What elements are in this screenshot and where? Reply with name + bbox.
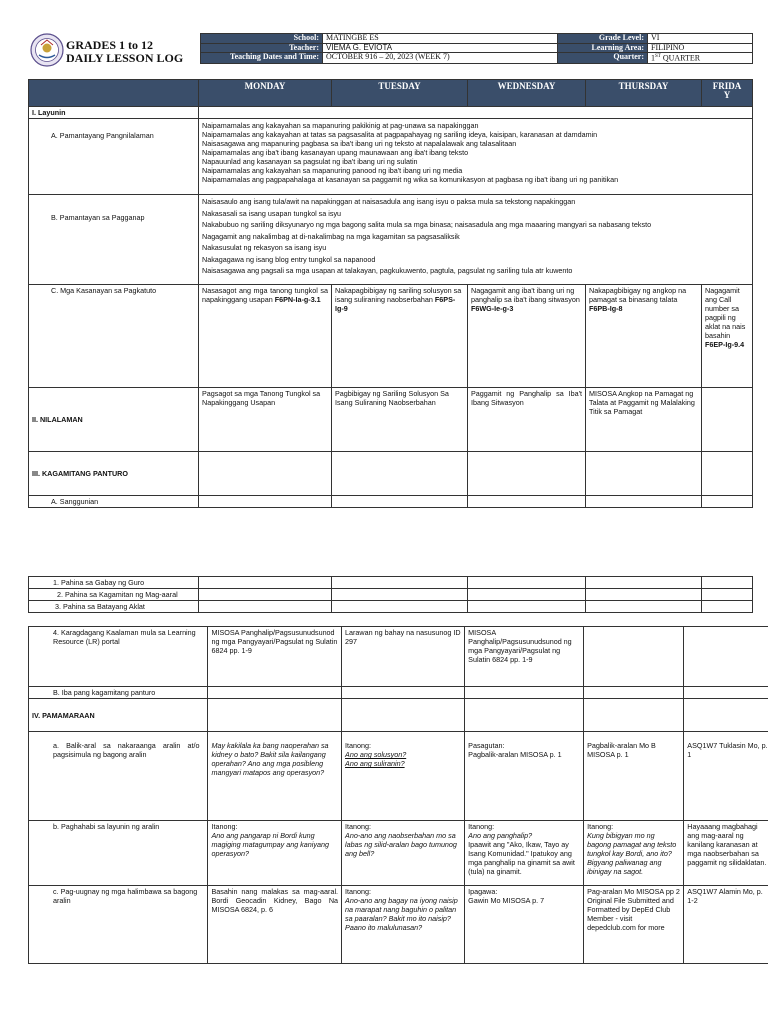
kasanayan-wednesday: Nagagamit ang iba't ibang uri ng panghalip sa iba't ibang sitwasyon F6WG-Ie-g-3 (468, 285, 586, 388)
empty-cell (586, 452, 702, 496)
nilalaman-label: II. NILALAMAN (29, 388, 199, 452)
lesson-log-table-3 (28, 626, 768, 964)
empty-cell (468, 589, 586, 601)
dates-value: OCTOBER 916 – 20, 2023 (WEEK 7) (323, 53, 558, 64)
empty-cell (332, 601, 468, 613)
lr-portal-tuesday: Larawan ng bahay na nasusunog ID 297 (342, 627, 465, 687)
karagdagang-kaalaman-label: 4. Karagdagang Kaalaman mula sa Learning Resource (LR) portal (29, 627, 208, 687)
grade-value: VI (648, 34, 753, 44)
quarter-value: 1ST QUARTER (648, 53, 753, 64)
kasanayan-monday: Nasasagot ang mga tanong tungkol sa napakinggang usapan F6PN-Ia-g-3.1 (199, 285, 332, 388)
lr-portal-monday: MISOSA Panghalip/Pagsusunudsunod ng mga Pangyayari/Pagsulat ng Sulatin 6824 pp. 1-9 (208, 627, 342, 687)
empty-cell (468, 601, 586, 613)
day-tuesday: TUESDAY (332, 80, 468, 107)
quarter-label: Quarter: (558, 53, 648, 64)
grade-label: Grade Level: (558, 34, 648, 44)
balik-aral-thursday: Pagbalik-aralan Mo B MISOSA p. 1 (584, 732, 684, 821)
nilalaman-tuesday: Pagbibigay ng Sariling Solusyon Sa Isang Suliraning Naobserbahan (332, 388, 468, 452)
empty-cell (199, 496, 332, 508)
pag-uugnay-monday: Basahin nang malakas sa mag-aaral. Bordi Geocadin Kidney, Bago Na MISOSA 6824, p. 6 (208, 886, 342, 964)
balik-aral-wednesday: Pasagutan: Pagbalik-aralan MISOSA p. 1 (465, 732, 584, 821)
empty-cell (208, 699, 342, 732)
iba-pang-kagamitan-label: B. Iba pang kagamitang panturo (29, 687, 208, 699)
pag-uugnay-thursday: Pag-aralan Mo MISOSA pp 2 Original File Submitted and Formatted by DepEd Club Member - visit depedclub.com for more (584, 886, 684, 964)
empty-cell (586, 589, 702, 601)
empty-cell (586, 496, 702, 508)
title-line-1: GRADES 1 to 12 (66, 38, 154, 52)
layunin-empty (199, 107, 753, 119)
balik-aral-tuesday: Itanong: Ano ang solusyon? Ano ang suliranin? (342, 732, 465, 821)
paghahabi-monday: Itanong: Ano ang pangarap ni Bordi kung magiging matagumpay ang kaniyang operasyon? (208, 821, 342, 886)
teacher-label: Teacher: (201, 43, 323, 53)
pag-uugnay-tuesday: Itanong: Ano-ano ang bagay na iyong naisip na marapat nang baguhin o palitan sa paaralan? Bakit mo ito naisip? Paano ito malulunasan? (342, 886, 465, 964)
empty-cell (199, 601, 332, 613)
empty-cell (468, 452, 586, 496)
area-label: Learning Area: (558, 43, 648, 53)
day-thursday: THURSDAY (586, 80, 702, 107)
nilalaman-thursday: MISOSA Angkop na Pamagat ng Talata at Paggamit ng Malalaking Titik sa Pamagat (586, 388, 702, 452)
kasanayan-label: C. Mga Kasanayan sa Pagkatuto (29, 285, 199, 388)
day-wednesday: WEDNESDAY (468, 80, 586, 107)
empty-cell (702, 496, 753, 508)
empty-header-cell (29, 80, 199, 107)
empty-cell (684, 687, 768, 699)
empty-cell (584, 687, 684, 699)
pahina-batayang-aklat: 3. Pahina sa Batayang Aklat (29, 601, 199, 613)
pamantayan-sa-pagganap-content: Naisasaulo ang isang tula/awit na napakinggan at naisasadula ang isang isyu o paksa mula sa tekstong napakinggan Nakasasali sa isang usapan tungkol sa isyu Nakabubuo ng sariling diksyunaryo ng mga bagong salita mula sa mga binasa; naisasadula ang mga maaaring mangyari sa nabasang teksto Nagagamit ang nakalimbag at di-nakalimbag na mga kagamitan sa pagsasaliksik Nakasusulat ng rekasyon sa isang isyu Nakagagawa ng isang blog entry tungkol sa napanood Naisasagawa ang pagsali sa mga usapan at talakayan, pagkukuwento, pagtula, pagsulat ng sariling tula atr kuwento (199, 195, 753, 285)
empty-cell (465, 699, 584, 732)
kasanayan-tuesday: Nakapagbibigay ng sariling solusyon sa isang suliraning naobserbahan F6PS-Ig-9 (332, 285, 468, 388)
day-monday: MONDAY (199, 80, 332, 107)
nilalaman-monday: Pagsagot sa mga Tanong Tungkol sa Napakinggang Usapan (199, 388, 332, 452)
empty-cell (342, 687, 465, 699)
empty-cell (199, 589, 332, 601)
deped-seal-icon (30, 33, 64, 67)
paghahabi-friday: Hayaaang magbahagi ang mag-aaral ng kanilang karanasan at mga naobserbahan sa paggamit ng silidaklatan. (684, 821, 768, 886)
empty-cell (586, 577, 702, 589)
pag-uugnay-label: c. Pag-uugnay ng mga halimbawa sa bagong aralin (29, 886, 208, 964)
empty-cell (586, 601, 702, 613)
empty-cell (702, 589, 753, 601)
balik-aral-friday: ASQ1W7 Tuklasin Mo, p. 1 (684, 732, 768, 821)
balik-aral-monday: May kakilala ka bang naoperahan sa kidney o bato? Bakit sila kailangang operahan? Ano ang mga posibleng mangyari matapos ang operasyon? (208, 732, 342, 821)
empty-cell (584, 627, 684, 687)
school-value: MATINGBE ES (323, 34, 558, 44)
day-friday: FRIDA Y (702, 80, 753, 107)
balik-aral-label: a. Balik-aral sa nakaraanga aralin at/o pagsisimula ng bagong aralin (29, 732, 208, 821)
nilalaman-wednesday: Paggamit ng Panghalip sa Iba't Ibang Sitwasyon (468, 388, 586, 452)
kasanayan-thursday: Nakapagbibigay ng angkop na pamagat sa binasang talata F6PB-Ig-8 (586, 285, 702, 388)
kagamitang-panturo-label: III. KAGAMITANG PANTURO (29, 452, 199, 496)
empty-cell (332, 577, 468, 589)
empty-cell (702, 577, 753, 589)
kasanayan-friday: Nagagamit ang Call number sa pagpili ng aklat na nais basahin F6EP-Ig-9.4 (702, 285, 753, 388)
pamantayang-pangnilalaman-label: A. Pamantayang Pangnilalaman (29, 119, 199, 195)
empty-cell (332, 496, 468, 508)
lr-portal-wednesday: MISOSA Panghalip/Pagsusunudsunod ng mga Pangyayari/Pagsulat ng Sulatin 6824 pp. 1-9 (465, 627, 584, 687)
empty-cell (702, 452, 753, 496)
empty-cell (199, 577, 332, 589)
nilalaman-friday (702, 388, 753, 452)
title-line-2: DAILY LESSON LOG (66, 51, 184, 65)
empty-cell (465, 687, 584, 699)
pamamaraan-label: IV. PAMAMARAAN (29, 699, 208, 732)
paghahabi-thursday: Itanong: Kung bibigyan mo ng bagong pamagat ang teksto tungkol kay Bordi, ano ito? Bigyang paliwanag ang ibinigay na sagot. (584, 821, 684, 886)
layunin-label: I. Layunin (29, 107, 199, 119)
paghahabi-tuesday: Itanong: Ano-ano ang naobserbahan mo sa labas ng silid-aralan bago tumunog ang bell? (342, 821, 465, 886)
empty-cell (684, 627, 768, 687)
pag-uugnay-wednesday: Ipagawa: Gawin Mo MISOSA p. 7 (465, 886, 584, 964)
dates-label: Teaching Dates and Time: (201, 53, 323, 64)
empty-cell (584, 699, 684, 732)
pamantayang-pangnilalaman-content: Naipamamalas ang kakayahan sa mapanuring pakikinig at pag-unawa sa napakinggan Naipamamalas ang kakayahan at tatas sa pagsasalita at pagpapahayag ng sariling ideya, kaisipan, karanasan at damdamin Naisasagawa ang mapanuring pagbasa sa iba't ibang uri ng teksto at napalalawak ang talasalitaan Naipamamalas ang iba't ibang kasanayan upang maunawaan ang iba't ibang teksto Napauunlad ang kasanayan sa pagsulat ng iba't ibang uri ng sulatin Naipamamalas ang kakayahan sa mapanuring panood ng iba't ibang uri ng media Naipamamalas ang pagpapahalaga at kasanayan sa paggamit ng wika sa komunikasyon at pagbasa ng iba't ibang uri ng panitikan (199, 119, 753, 195)
pahina-gabay-guro: 1. Pahina sa Gabay ng Guro (29, 577, 199, 589)
sanggunian-label: A. Sanggunian (29, 496, 199, 508)
empty-cell (332, 452, 468, 496)
school-label: School: (201, 34, 323, 44)
header-info-table (200, 33, 753, 64)
pamantayan-sa-pagganap-label: B. Pamantayan sa Pagganap (29, 195, 199, 285)
empty-cell (332, 589, 468, 601)
empty-cell (468, 577, 586, 589)
empty-cell (702, 601, 753, 613)
document-title (66, 39, 183, 65)
lesson-log-table-1 (28, 79, 753, 508)
empty-cell (199, 452, 332, 496)
paghahabi-wednesday: Itanong: Ano ang panghalip? Ipaawit ang "Ako, Ikaw, Tayo ay Isang Komunidad." Ipatukoy ang mga panghalip na ginamit sa awit (tula) na ginamit. (465, 821, 584, 886)
paghahabi-label: b. Paghahabi sa layunin ng aralin (29, 821, 208, 886)
teacher-value: VIEMA G. EVIOTA (323, 43, 558, 53)
pag-uugnay-friday: ASQ1W7 Alamin Mo, p. 1-2 (684, 886, 768, 964)
empty-cell (342, 699, 465, 732)
lesson-log-table-2 (28, 576, 753, 613)
pahina-kagamitan-mag-aaral: 2. Pahina sa Kagamitan ng Mag-aaral (29, 589, 199, 601)
area-value: FILIPINO (648, 43, 753, 53)
empty-cell (684, 699, 768, 732)
empty-cell (468, 496, 586, 508)
empty-cell (208, 687, 342, 699)
